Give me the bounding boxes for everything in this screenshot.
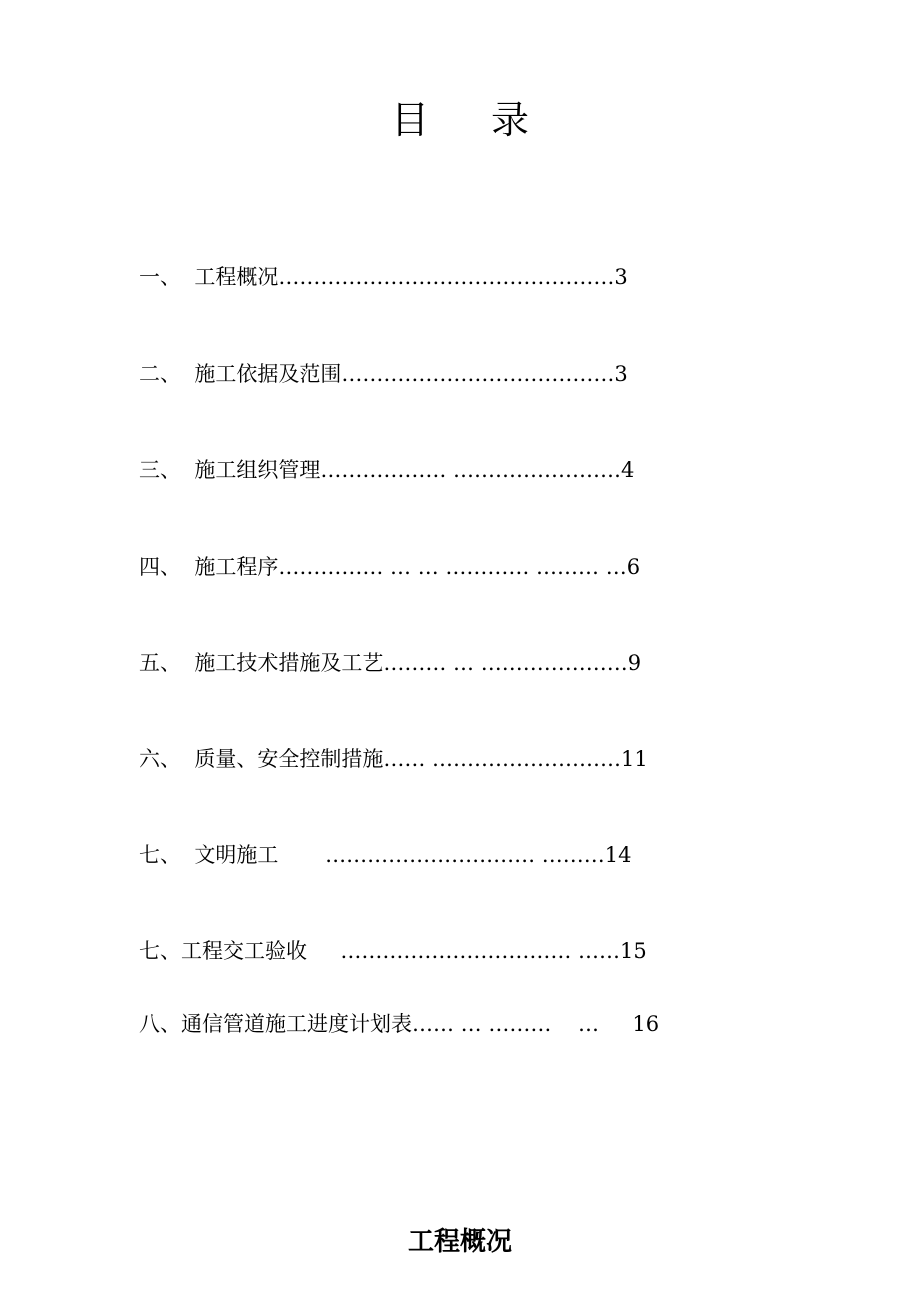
toc-entry-7: 七、 文明施工 ………………………… ………14 [139,843,632,867]
toc-title-char-2: 录 [491,98,530,142]
toc-entry-6: 六、 质量、安全控制措施…… ………………………11 [139,747,648,771]
toc-entry-3: 三、 施工组织管理……………… ……………………4 [139,458,635,482]
toc-entry-2: 二、 施工依据及范围…………………………………3 [139,362,628,386]
toc-title [0,92,920,148]
toc-entry-4: 四、 施工程序…………… … … ………… ……… …6 [139,555,641,579]
section-heading: 工程概况 [407,1227,512,1257]
toc-entry-1: 一、 工程概况…………………………………………3 [139,265,628,289]
toc-entry-5: 五、 施工技术措施及工艺……… … …………………9 [139,651,642,675]
toc-title-char-1: 目 [390,98,429,142]
toc-entry-9: 八、通信管道施工进度计划表…… … ……… … 16 [139,1012,660,1036]
toc-entry-8: 七、工程交工验收 …………………………… ……15 [139,939,647,963]
